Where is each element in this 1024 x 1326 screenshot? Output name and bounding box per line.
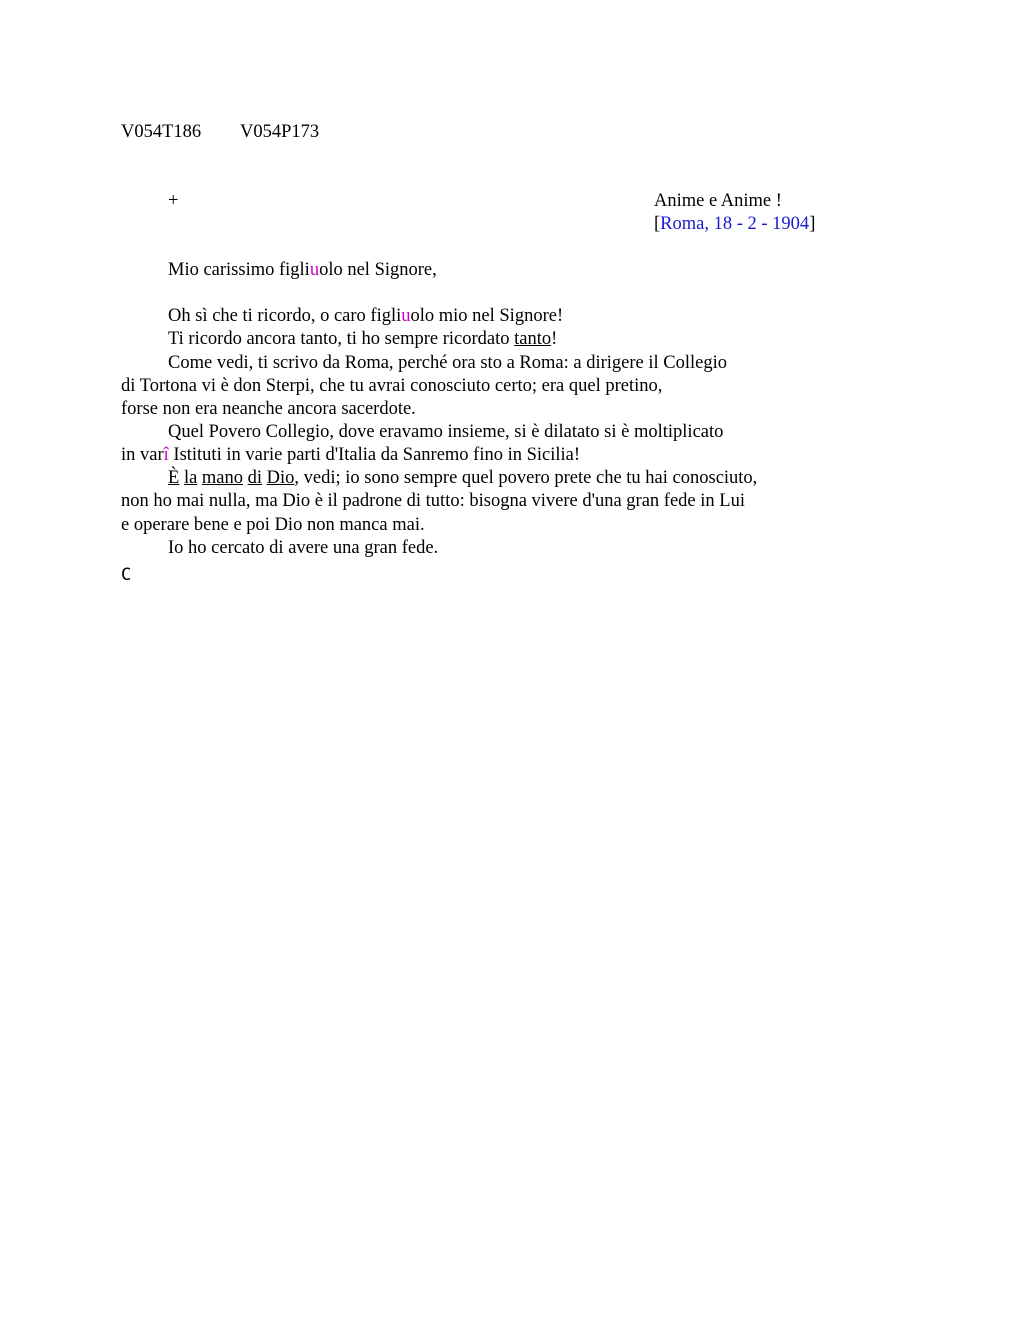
- highlighted-letter: î: [163, 445, 169, 465]
- salutation: [168, 259, 437, 282]
- body-line-7: [121, 444, 580, 467]
- salutation-text: Mio carissimo figli: [168, 260, 310, 280]
- body-line-8: [168, 467, 757, 490]
- underlined-word: Dio: [266, 468, 295, 488]
- document-code-t: V054T186: [121, 122, 202, 142]
- text-span: Oh sì che ti ricordo, o caro figli: [168, 306, 402, 326]
- underlined-word: di: [247, 468, 263, 488]
- text-span: !: [551, 329, 558, 349]
- text-span: in var: [121, 445, 164, 465]
- body-line-1: [168, 305, 563, 328]
- date-bracket-close: ]: [809, 214, 816, 234]
- letter-date: [654, 213, 815, 236]
- underlined-word: mano: [201, 468, 244, 488]
- body-line-2: [168, 328, 557, 351]
- text-span: Ti ricordo ancora tanto, ti ho sempre ricordato: [168, 329, 515, 349]
- document-code-p: V054P173: [240, 122, 320, 142]
- body-line-3: Come vedi, ti scrivo da Roma, perché ora sto a Roma: a dirigere il Collegio: [168, 353, 727, 373]
- body-line-4: di Tortona vi è don Sterpi, che tu avrai conosciuto certo; era quel pretino,: [121, 376, 663, 396]
- body-line-9: non ho mai nulla, ma Dio è il padrone di tutto: bisogna vivere d'una gran fede in Lui: [121, 491, 745, 511]
- date-text: Roma, 18 - 2 - 1904: [660, 214, 810, 234]
- body-line-5: forse non era neanche ancora sacerdote.: [121, 399, 416, 419]
- body-line-11: Io ho cercato di avere una gran fede.: [168, 538, 439, 558]
- highlighted-letter: u: [309, 260, 320, 280]
- underlined-word: la: [183, 468, 198, 488]
- end-mark: C: [121, 565, 132, 585]
- highlighted-letter: u: [401, 306, 411, 326]
- text-span: olo mio nel Signore!: [410, 306, 564, 326]
- date-bracket-open: [: [654, 214, 661, 234]
- body-line-10: e operare bene e poi Dio non manca mai.: [121, 515, 425, 535]
- cross-mark: +: [168, 191, 179, 211]
- underlined-word: È: [168, 468, 180, 488]
- text-span: , vedi; io sono sempre quel povero prete che tu hai conosciuto,: [294, 468, 758, 488]
- letter-title: Anime e Anime !: [654, 191, 782, 211]
- body-line-6: Quel Povero Collegio, dove eravamo insieme, si è dilatato si è moltiplicato: [168, 422, 724, 442]
- underlined-word: tanto: [514, 329, 552, 349]
- text-span: Istituti in varie parti d'Italia da Sanremo fino in Sicilia!: [168, 445, 581, 465]
- salutation-text: olo nel Signore,: [319, 260, 437, 280]
